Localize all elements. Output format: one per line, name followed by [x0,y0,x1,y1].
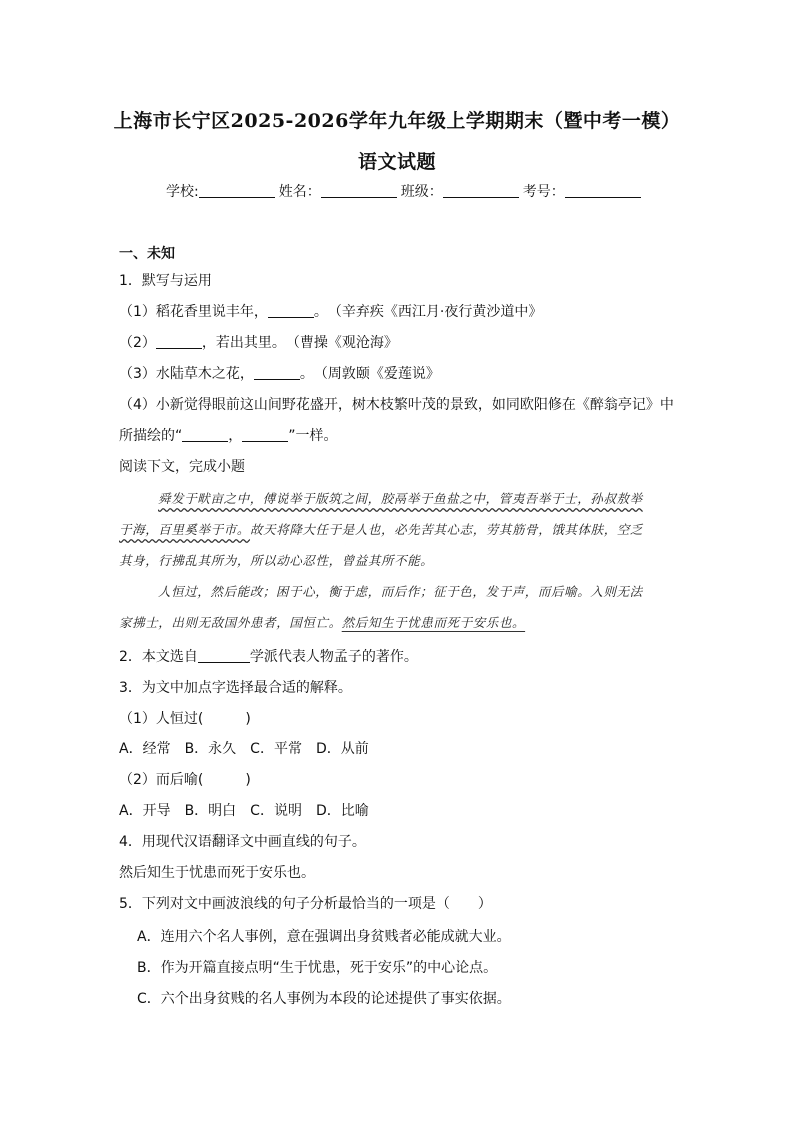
passage-text: 家拂士，出则无敌国外患者，国恒亡。 [119,615,342,630]
question-3-stem: 3．为文中加点字选择最合适的解释。 [119,680,352,696]
question-5-option-c: C．六个出身贫贱的名人事例为本段的论述提供了事实依据。 [137,991,511,1007]
exam-title: 上海市长宁区2025-2026学年九年级上学期期末（暨中考一模） [113,110,681,132]
passage-p2-line-1: 人恒过，然后能改；困于心，衡于虑，而后作；征于色，发于声，而后喻。入则无法 [158,584,643,599]
class-blank [443,183,519,198]
question-5-stem: 5．下列对文中画波浪线的句子分析最恰当的一项是（ ） [119,896,492,912]
class-label: 班级： [400,184,443,200]
passage-p1-line-3: 其身，行拂乱其所为，所以动心忍性，曾益其所不能。 [119,553,434,568]
question-3-sub-1: （1）人恒过( ) [119,711,251,727]
item-source: 。 （辛弃疾《西江月·夜行黄沙道中》 [313,304,543,320]
item-text: （1）稻花香里说丰年， [119,304,268,320]
student-info-row [166,181,645,201]
name-label: 姓名： [278,184,321,200]
passage-text: 故天将降大任于是人也，必先苦其心志，劳其筋骨，饿其体肤，空乏 [250,522,644,537]
section-heading: 一、未知 [119,246,175,262]
exam-number-label: 考号： [522,184,565,200]
question-3-sub-2: （2）而后喻( ) [119,772,251,788]
question-1-item-2 [119,332,398,352]
fill-blank [156,335,202,349]
passage-p1-line-2 [119,520,643,538]
question-2 [119,646,418,666]
question-4-sentence: 然后知生于忧患而死于安乐也。 [119,865,315,881]
exam-number-blank [565,183,641,198]
question-text: 学派代表人物孟子的著作。 [249,649,418,665]
underlined-sentence: 然后知生于忧患而死于安乐也。 [341,615,526,630]
fill-blank [268,304,314,318]
name-blank [321,183,397,198]
question-1-stem: 1．默写与运用 [119,273,212,289]
fill-blank [182,428,228,442]
item-source: 。 （周敦颐《爱莲说》 [299,366,440,382]
item-source: ，若出其里。 （曹操《观沧海》 [201,335,398,351]
question-1-item-4-line-1: （4）小新觉得眼前这山间野花盛开，树木枝繁叶茂的景致，如同欧阳修在《醉翁亭记》中 [119,397,674,413]
item-text: 所描绘的“ [119,428,183,444]
fill-blank [254,366,300,380]
passage-p1-line-1: 舜发于畎亩之中，傅说举于版筑之间，胶鬲举于鱼盐之中，管夷吾举于士，孙叔敖举 [158,491,643,506]
item-text: （3）水陆草木之花， [119,366,254,382]
fill-blank [242,428,288,442]
question-3-options-1: A．经常 B．永久 C．平常 D．从前 [119,741,369,757]
question-text: 2．本文选自 [119,649,198,665]
question-4-stem: 4．用现代汉语翻译文中画直线的句子。 [119,834,366,850]
school-blank [199,183,275,198]
fill-blank [198,649,250,663]
passage-p2-line-2 [119,613,525,631]
reading-intro: 阅读下文，完成小题 [119,459,245,475]
wavy-underlined-text: 于海，百里奚举于市。 [119,522,251,537]
question-1-item-1 [119,301,542,321]
school-label: 学校: [166,184,199,200]
question-1-item-4-line-2 [119,425,338,445]
question-3-options-2: A．开导 B．明白 C．说明 D．比喻 [119,803,369,819]
question-5-option-a: A．连用六个名人事例，意在强调出身贫贱者必能成就大业。 [137,929,511,945]
item-text: （2） [119,335,156,351]
item-text: ， [228,428,243,444]
item-text: ”一样。 [288,428,338,444]
exam-subtitle: 语文试题 [357,151,436,173]
question-5-option-b: B．作为开篇直接点明“生于忧患，死于安乐”的中心论点。 [137,960,498,976]
question-1-item-3 [119,363,440,383]
